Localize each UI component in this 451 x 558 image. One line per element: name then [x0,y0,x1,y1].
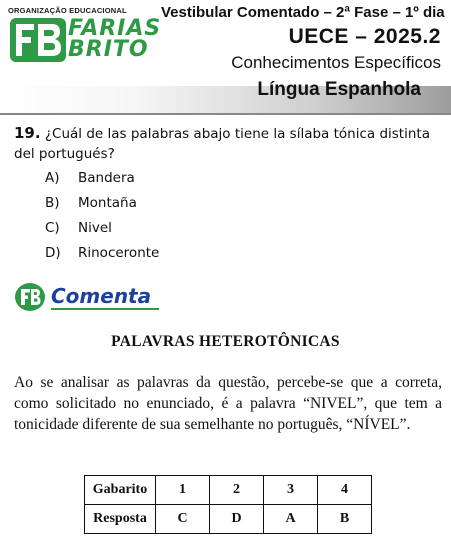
comenta-label: Comenta [51,284,152,308]
logo-word-farias: FARIAS [68,16,162,41]
question-statement [14,123,444,164]
option-a [45,168,159,193]
page-header [0,0,451,113]
commentary-text: Ao se analisar as palavras da questão, percebe-se que a correta, como solicitado no enunciado, é a palavra “NIVEL”, que tem a tonicidade diferente de sua semelhante no português, “NÍVEL”. [14,374,442,433]
answer-cell: D [210,505,264,534]
gabarito-label: Gabarito [85,476,156,505]
exam-edition: UECE – 2025.2 [288,25,441,48]
answer-key-table [84,475,372,534]
comenta-logo [14,282,164,312]
question-text: ¿Cuál de las palabras abajo tiene la sílaba tónica distinta del portugués? [14,126,430,162]
logo-word-brito: BRITO [68,37,149,62]
option-letter: B) [45,195,60,211]
resposta-label: Resposta [85,505,156,534]
option-text: Montaña [78,195,137,211]
option-letter: A) [45,170,60,186]
logo-org-text: ORGANIZAÇÃO EDUCACIONAL [8,6,127,15]
option-text: Rinoceronte [78,245,160,261]
answer-options [45,168,159,268]
answer-key-header-row [85,476,372,505]
header-divider [0,113,451,115]
option-text: Bandera [78,170,135,186]
exam-subject: Língua Espanhola [257,79,421,100]
exam-title: Vestibular Comentado – 2ª Fase – 1º dia [161,4,445,21]
answer-key-answer-row [85,505,372,534]
option-letter: C) [45,220,60,236]
option-b [45,193,159,218]
fb-round-icon [14,282,46,312]
header-info [161,4,445,73]
question-number-cell: 4 [318,476,372,505]
question-number: 19. [14,124,41,142]
fb-logo-icon [10,18,66,62]
question-number-cell: 1 [156,476,210,505]
answer-cell: A [264,505,318,534]
exam-area: Conhecimentos Específicos [231,53,441,72]
option-letter: D) [45,245,61,261]
option-c [45,218,159,243]
comenta-underline [51,308,159,310]
question-number-cell: 2 [210,476,264,505]
answer-cell: B [318,505,372,534]
commentary-title: PALAVRAS HETEROTÔNICAS [111,333,340,350]
answer-cell: C [156,505,210,534]
option-text: Nivel [78,220,112,236]
option-d [45,243,159,268]
question-number-cell: 3 [264,476,318,505]
